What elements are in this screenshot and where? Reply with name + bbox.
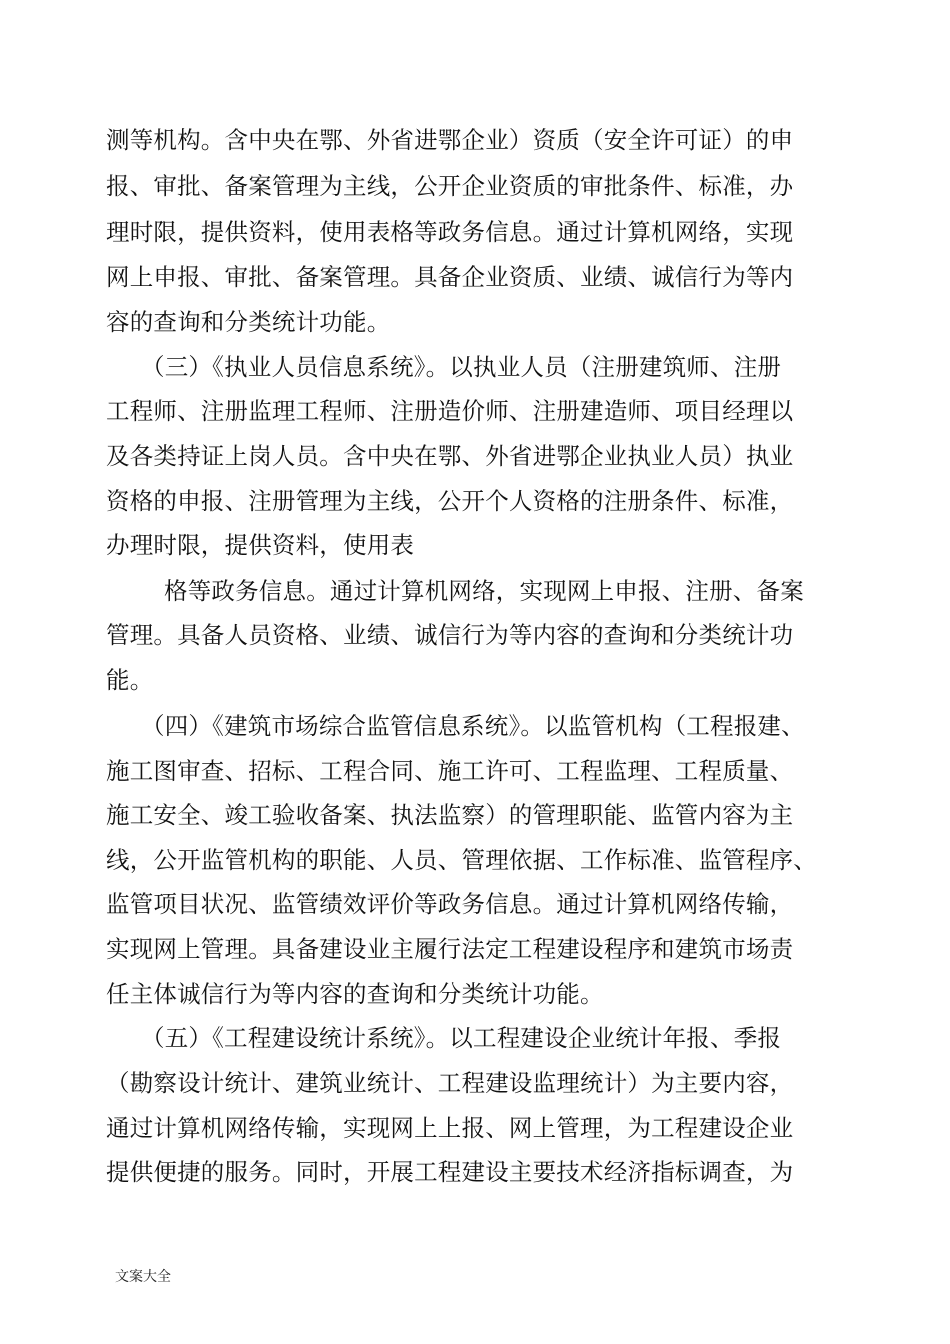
text-line: 通过计算机网络传输，实现网上上报、网上管理，为工程建设企业 bbox=[106, 1114, 794, 1142]
text-line: 理时限，提供资料，使用表格等政务信息。通过计算机网络，实现 bbox=[106, 218, 794, 246]
footer-label: 文案大全 bbox=[115, 1269, 171, 1285]
text-line: 资格的申报、注册管理为主线，公开个人资格的注册条件、标准， bbox=[106, 487, 794, 515]
text-line: 施工图审查、招标、工程合同、施工许可、工程监理、工程质量、 bbox=[106, 757, 794, 785]
text-line: 容的查询和分类统计功能。 bbox=[106, 308, 391, 336]
text-line: 工程师、注册监理工程师、注册造价师、注册建造师、项目经理以 bbox=[106, 397, 794, 425]
section-five-heading-line: （五）《工程建设统计系统》。以工程建设企业统计年报、季报 bbox=[141, 1024, 782, 1052]
text-line: 施工安全、竣工验收备案、执法监察）的管理职能、监管内容为主 bbox=[106, 801, 794, 829]
text-line: 办理时限，提供资料，使用表 bbox=[106, 531, 415, 559]
text-line: 监管项目状况、监管绩效评价等政务信息。通过计算机网络传输， bbox=[106, 890, 794, 918]
text-line: 格等政务信息。通过计算机网络，实现网上申报、注册、备案 bbox=[164, 577, 804, 605]
text-line: （勘察设计统计、建筑业统计、工程建设监理统计）为主要内容， bbox=[106, 1069, 794, 1097]
section-three-heading-line: （三）《执业人员信息系统》。以执业人员（注册建筑师、注册 bbox=[141, 353, 782, 381]
text-line: 网上申报、审批、备案管理。具备企业资质、业绩、诚信行为等内 bbox=[106, 263, 794, 291]
text-line: 实现网上管理。具备建设业主履行法定工程建设程序和建筑市场责 bbox=[106, 935, 794, 963]
text-line: 及各类持证上岗人员。含中央在鄂、外省进鄂企业执业人员）执业 bbox=[106, 442, 794, 470]
text-line: 能。 bbox=[106, 666, 154, 694]
section-four-heading-line: （四）《建筑市场综合监管信息系统》。以监管机构（工程报建、 bbox=[141, 712, 805, 740]
text-line: 线，公开监管机构的职能、人员、管理依据、工作标准、监管程序、 bbox=[106, 846, 817, 874]
text-line: 报、审批、备案管理为主线，公开企业资质的审批条件、标准，办 bbox=[106, 172, 794, 200]
text-line: 测等机构。含中央在鄂、外省进鄂企业）资质（安全许可证）的申 bbox=[106, 126, 794, 154]
text-line: 任主体诚信行为等内容的查询和分类统计功能。 bbox=[106, 980, 604, 1008]
text-line: 提供便捷的服务。同时，开展工程建设主要技术经济指标调查，为 bbox=[106, 1158, 794, 1186]
text-line: 管理。具备人员资格、业绩、诚信行为等内容的查询和分类统计功 bbox=[106, 621, 794, 649]
